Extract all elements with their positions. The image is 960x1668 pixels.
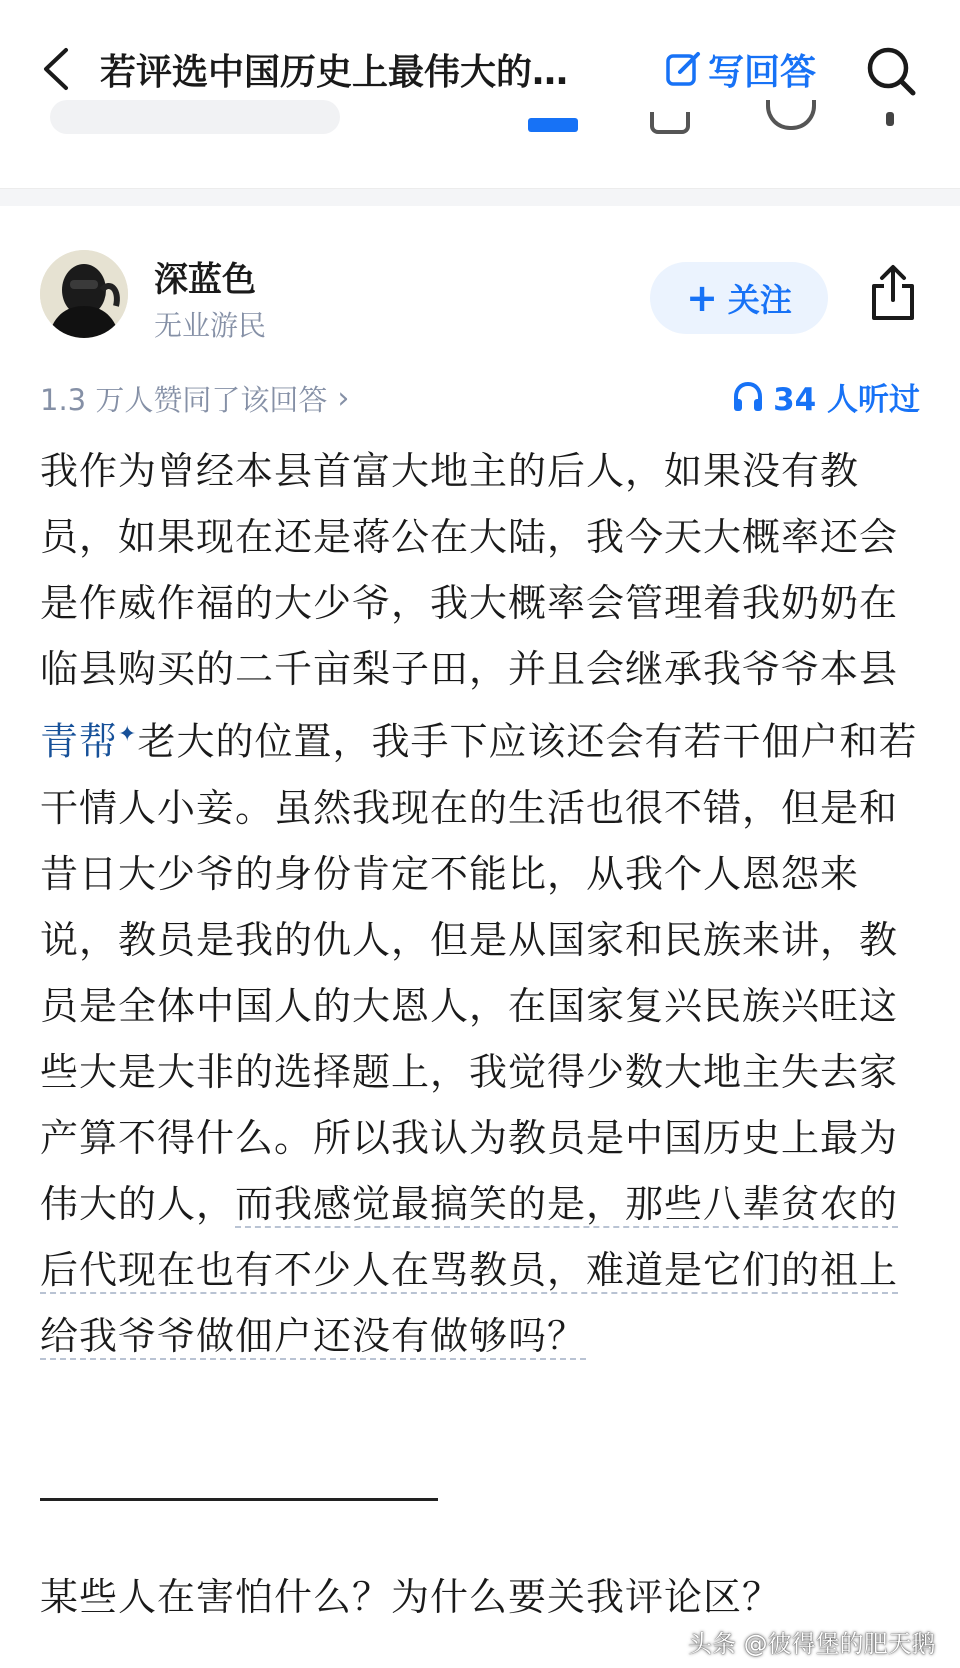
answer-text-part-2: 老大的位置，我手下应该还会有若干佃户和若干情人小妾。虽然我现在的生活也很不错，但是和昔日大少爷的身份肯定不能比，从我个人恩怨来说，教员是我的仇人，但是从国家和民族来讲，教员是全体中国人的大恩人，在国家复兴民族兴旺这些大是大非的选择题上，我觉得少数大地主失去家产算不得什么。所以我认为教员是中国历史上最为伟大的人， <box>40 719 918 1226</box>
highlighted-text[interactable]: 而我感觉最搞笑的是，那些八辈贫农的后代现在也有不少人在骂教员，难道是它们的祖上给我爷爷做佃户还没有做够吗？ <box>40 1181 899 1358</box>
approval-text: 1.3 万人赞同了该回答 <box>40 383 328 417</box>
approval-count[interactable] <box>40 378 349 419</box>
closing-paragraph: 某些人在害怕什么？为什么要关我评论区？ <box>40 1575 782 1619</box>
author-name[interactable]: 深蓝色 <box>154 260 256 300</box>
avatar-image <box>40 250 128 338</box>
listen-label: 34 人听过 <box>773 382 920 418</box>
author-bio: 无业游民 <box>154 309 267 342</box>
edit-icon <box>664 50 702 88</box>
avatar[interactable] <box>40 250 128 338</box>
write-answer-label: 写回答 <box>708 51 817 93</box>
listen-count[interactable] <box>731 374 920 419</box>
share-icon <box>868 262 918 322</box>
write-answer-button[interactable] <box>664 44 816 94</box>
search-button[interactable] <box>864 44 918 98</box>
answer-text-part-1: 我作为曾经本县首富大地主的后人，如果没有教员，如果现在还是蒋公在大陆，我今天大概率还会是作威作福的大少爷，我大概率会管理着我奶奶在临县购买的二千亩梨子田，并且会继承我爷爷本县 <box>40 449 899 691</box>
bookmark-icon[interactable] <box>650 112 690 134</box>
section-divider <box>0 188 960 206</box>
share-button[interactable] <box>868 262 918 322</box>
back-arrow-icon <box>38 46 74 92</box>
follow-button[interactable] <box>650 262 828 334</box>
back-button[interactable] <box>38 46 74 92</box>
sparkle-icon: ✦ <box>118 722 138 747</box>
horizontal-rule <box>40 1498 438 1501</box>
headphones-icon <box>731 380 765 414</box>
watermark-text: 头条 @彼得堡的肥天鹅 <box>688 1630 936 1658</box>
follow-label: 关注 <box>727 281 792 319</box>
answer-body <box>40 438 920 1369</box>
page-title[interactable]: 若评选中国历史上最伟大的… <box>100 52 569 93</box>
vote-button-partial[interactable] <box>528 118 578 132</box>
plus-icon: + <box>686 276 718 320</box>
search-icon <box>864 44 918 98</box>
topic-link[interactable]: 青帮 <box>40 719 119 764</box>
chevron-right-icon: › <box>337 381 350 416</box>
more-icon[interactable] <box>886 112 894 126</box>
comment-input-pill[interactable] <box>50 100 340 134</box>
